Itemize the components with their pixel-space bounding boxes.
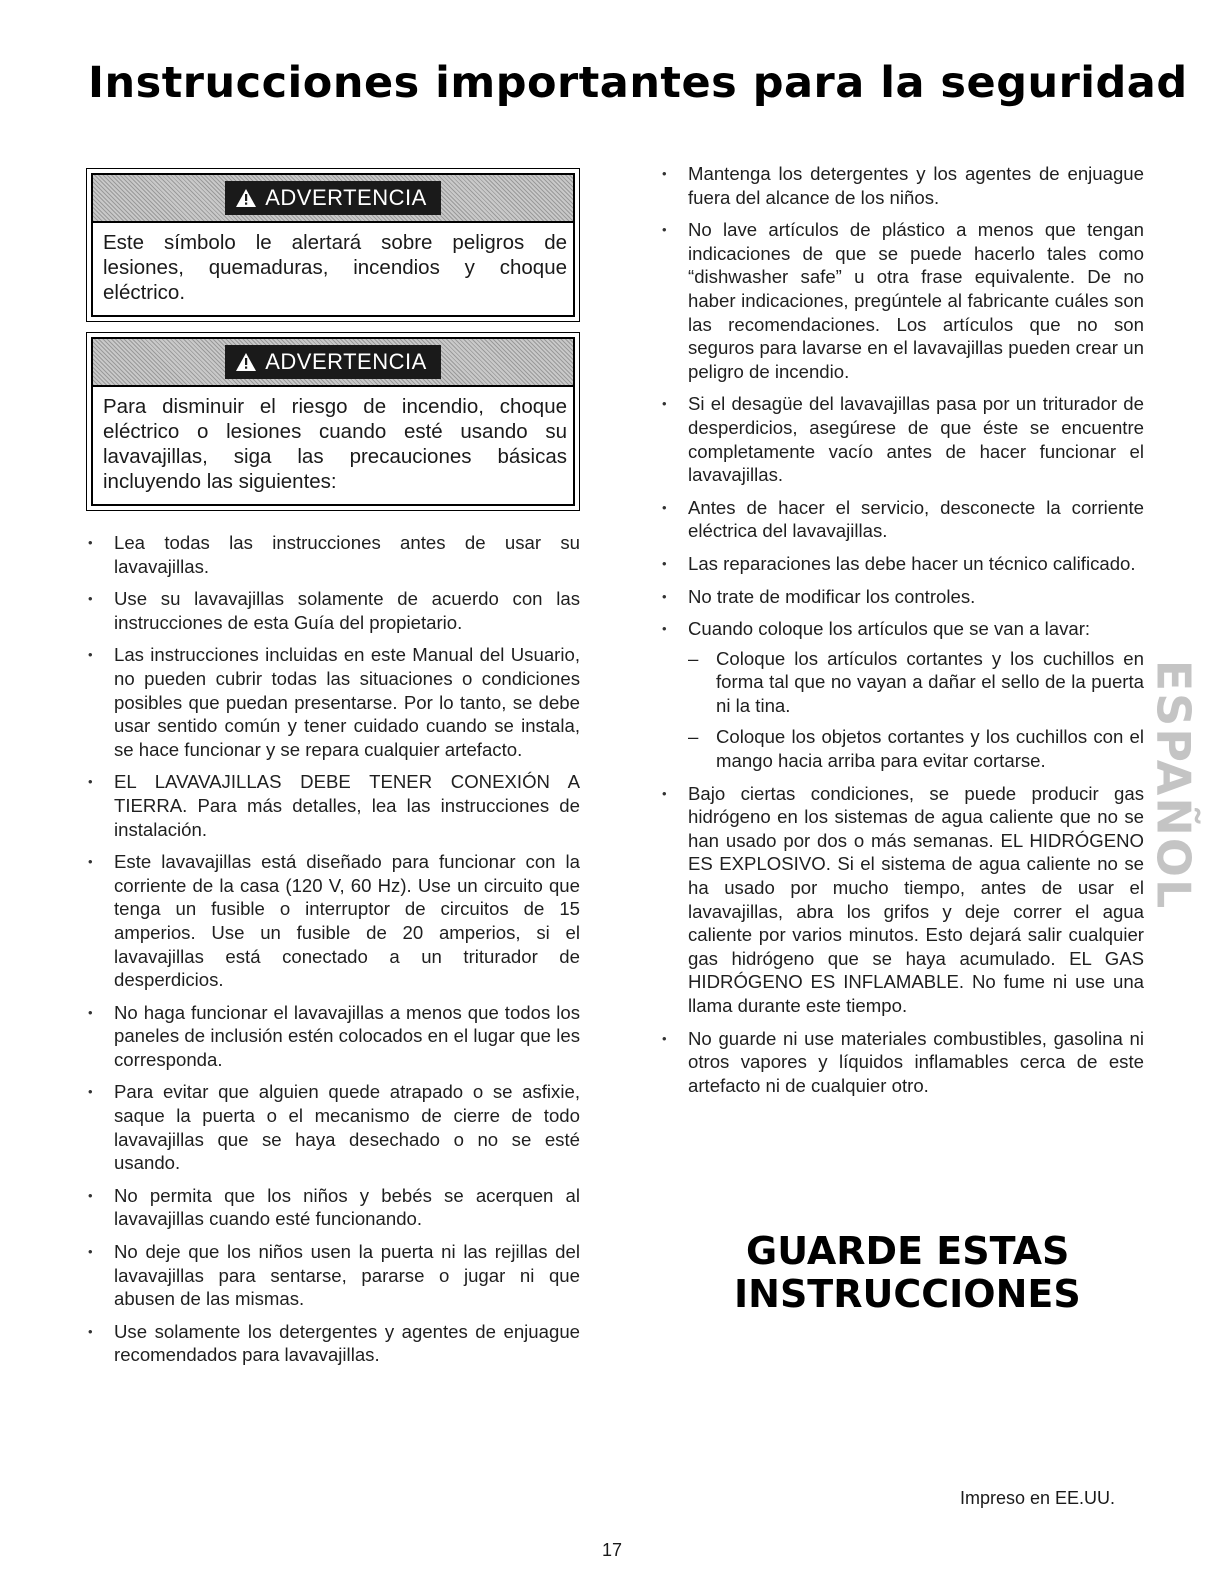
language-side-tab: [1146, 659, 1200, 911]
list-item: • No trate de modificar los controles.: [660, 585, 1144, 609]
right-column: [660, 162, 1144, 1106]
list-item: • No permita que los niños y bebés se acerquen al lavavajillas cuando esté funcionando.: [86, 1184, 580, 1231]
list-item: • No haga funcionar el lavavajillas a menos que todos los paneles de inclusión estén colocados en el lugar que les corresponda.: [86, 1001, 580, 1072]
save-heading-line-1: GUARDE ESTAS: [746, 1229, 1070, 1273]
list-item: • EL LAVAVAJILLAS DEBE TENER CONEXIÓN A TIERRA. Para más detalles, lea las instrucciones de instalación.: [86, 770, 580, 841]
left-bullet-list: [86, 531, 580, 1367]
list-item: • Bajo ciertas condiciones, se puede producir gas hidrógeno en los sistemas de agua caliente que no se han usado por dos o más semanas. EL HIDRÓGENO ES EXPLOSIVO. Si el sistema de agua caliente no se ha usado por mucho tiempo, antes de usar el lavavajillas, abra los grifos y deje correr el agua caliente por varios minutos. Esto dejará salir cualquier gas hidrógeno que se haya acumulado. EL GAS HIDRÓGENO ES INFLAMABLE. No fume ni use una llama durante este tiempo.: [660, 782, 1144, 1018]
right-bullet-list: [660, 162, 1144, 1097]
loading-sub-list: [688, 647, 1144, 773]
list-item: • No guarde ni use materiales combustibles, gasolina ni otros vapores y líquidos inflamables cerca de este artefacto ni de cualquier otro.: [660, 1027, 1144, 1098]
list-item: • Si el desagüe del lavavajillas pasa por un triturador de desperdicios, asegúrese de que éste se encuentre completamente vacío antes de hacer funcionar el lavavajillas.: [660, 392, 1144, 486]
list-item: • Use solamente los detergentes y agentes de enjuague recomendados para lavavajillas.: [86, 1320, 580, 1367]
list-item: • No lave artículos de plástico a menos que tengan indicaciones de que se puede hacerlo tales como “dishwasher safe” u otra frase equivalente. De no haber indicaciones, pregúntele al fabricante cuáles son las recomendaciones. Los artículos que no son seguros para lavarse en el lavavajillas pueden crear un peligro de incendio.: [660, 218, 1144, 383]
loading-item-text: Cuando coloque los artículos que se van a lavar:: [688, 618, 1091, 640]
warning-label-2: ADVERTENCIA: [265, 349, 427, 374]
list-item: • Mantenga los detergentes y los agentes de enjuague fuera del alcance de los niños.: [660, 162, 1144, 209]
page-number: 17: [602, 1540, 623, 1560]
warning-triangle-icon: [235, 188, 257, 208]
list-item: • Lea todas las instrucciones antes de usar su lavavajillas.: [86, 531, 580, 578]
side-tab-label: ESPAÑOL: [1146, 659, 1200, 911]
warning-text-1: Este símbolo le alertará sobre peligros de lesiones, quemaduras, incendios y choque eléctrico.: [103, 231, 567, 304]
list-item: • Las reparaciones las debe hacer un técnico calificado.: [660, 552, 1144, 576]
save-instructions-heading: [734, 1230, 1081, 1316]
warning-header-2: [93, 339, 573, 387]
list-item: • Use su lavavajillas solamente de acuerdo con las instrucciones de esta Guía del propietario.: [86, 587, 580, 634]
warning-header-1: [93, 175, 573, 223]
warning-triangle-icon: [235, 352, 257, 372]
warning-box-1: [86, 168, 580, 322]
sub-list-item: – Coloque los artículos cortantes y los cuchillos en forma tal que no vayan a dañar el sello de la puerta ni la tina.: [688, 647, 1144, 718]
list-item: • Antes de hacer el servicio, desconecte la corriente eléctrica del lavavajillas.: [660, 496, 1144, 543]
sub-list-item: – Coloque los objetos cortantes y los cuchillos con el mango hacia arriba para evitar cortarse.: [688, 725, 1144, 772]
printed-in-note: Impreso en EE.UU.: [960, 1488, 1116, 1508]
warning-text-2: Para disminuir el riesgo de incendio, choque eléctrico o lesiones cuando esté usando su lavavajillas, siga las precauciones básicas incluyendo las siguientes:: [103, 395, 567, 493]
warning-box-2: [86, 332, 580, 511]
warning-label-1: ADVERTENCIA: [265, 185, 427, 210]
list-item: • Las instrucciones incluidas en este Manual del Usuario, no pueden cubrir todas las situaciones o condiciones posibles que puedan presentarse. Por lo tanto, se debe usar sentido común y tener cuidado cuando se instala, se hace funcionar y se repara cualquier artefacto.: [86, 643, 580, 761]
list-item: • No deje que los niños usen la puerta ni las rejillas del lavavajillas para sentarse, pararse o jugar ni que abusen de las mismas.: [86, 1240, 580, 1311]
save-heading-line-2: INSTRUCCIONES: [734, 1272, 1081, 1316]
left-column: [86, 168, 580, 1376]
list-item: • Este lavavajillas está diseñado para funcionar con la corriente de la casa (120 V, 60 Hz). Use un circuito que tenga un fusible o interruptor de circuitos de 15 amperios. Use un fusible de 20 amperios, si el lavavajillas está conectado a un triturador de desperdicios.: [86, 850, 580, 992]
page-title: Instrucciones importantes para la seguridad: [88, 58, 1188, 108]
list-item-loading: [660, 617, 1144, 773]
list-item: • Para evitar que alguien quede atrapado o se asfixie, saque la puerta o el mecanismo de cierre de todo lavavajillas que se haya desechado o no se esté usando.: [86, 1080, 580, 1174]
